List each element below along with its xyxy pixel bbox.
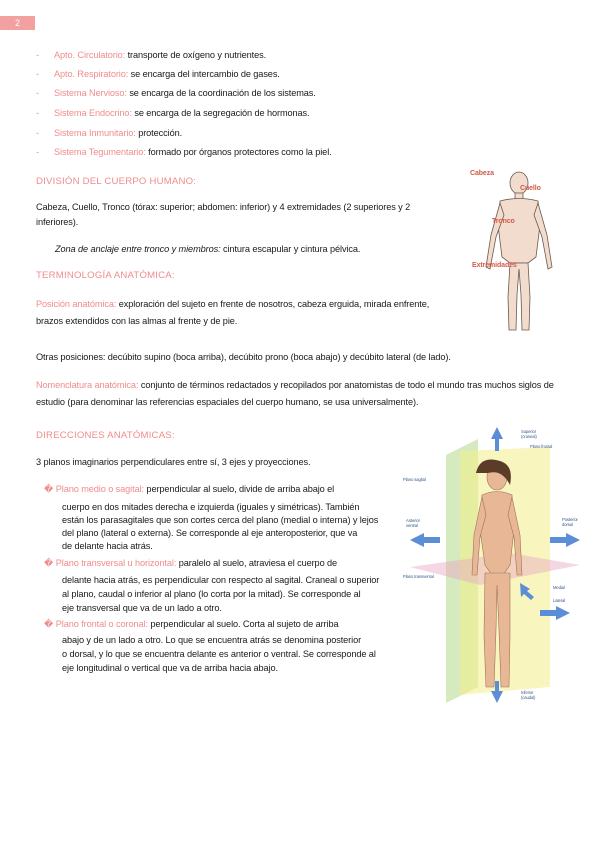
plano-transversal-line-1: � Plano transversal u horizontal: paralelo al suelo, atraviesa el cuerpo de: [44, 558, 338, 568]
plano-transversal-line-2: delante hacia atrás, es perpendicular con respecto al sagital. Craneal o superior: [62, 575, 380, 585]
plano-transversal-line-4: eje transversal que va de un lado a otro.: [62, 603, 222, 613]
section-heading-direcciones: DIRECCIONES ANATÓMICAS:: [36, 430, 175, 441]
direcciones-intro: 3 planos imaginarios perpendiculares entre sí, 3 ejes y proyecciones.: [36, 457, 311, 467]
label-plano-transversal: Plano transversal: [403, 574, 434, 579]
plano-sagital-line-1: � Plano medio o sagital: perpendicular al suelo, divide de arriba abajo el: [44, 484, 335, 494]
label-cuello: Cuello: [520, 185, 541, 192]
section-heading-division: DIVISIÓN DEL CUERPO HUMANO:: [36, 176, 197, 187]
plano-sagital-line-2: cuerpo en dos mitades derecha e izquierda (iguales y simétricas). También: [62, 502, 360, 512]
list-item: - Sistema Endocrino: se encarga de la segregación de hormonas.: [36, 108, 310, 118]
plano-frontal-line-3: o dorsal, y lo que se encuentra delante es anterior o ventral. Se corresponde al: [62, 649, 376, 659]
body-regions-figure: [464, 165, 574, 340]
label-plano-sagital: Plano sagital: [403, 477, 426, 482]
page-number: 2: [0, 16, 35, 30]
nomenclatura-line-2: estudio (para denominar las referencias espaciales del cuerpo humano, se usa universalmente).: [36, 397, 419, 407]
label-superior: Superior (craneal): [521, 429, 537, 439]
label-plano-frontal: Plano frontal: [530, 444, 553, 449]
label-medial: Medial: [553, 585, 565, 590]
plano-sagital-line-4: del plano (lateral o externa). Se corresponde al eje anteroposterior, que va: [62, 528, 358, 538]
list-item: - Apto. Respiratorio: se encarga del intercambio de gases.: [36, 69, 280, 79]
division-line-2: inferiores).: [36, 217, 79, 227]
label-inferior: Inferior (caudal): [521, 690, 536, 700]
plano-frontal-line-4: eje longitudinal o vertical que va de arriba hacia abajo.: [62, 663, 278, 673]
posicion-anatomica-line-2: brazos extendidos con las almas al frente y de pie.: [36, 316, 238, 326]
anatomical-planes-figure: [400, 425, 585, 705]
plano-sagital-line-5: de delante hacia atrás.: [62, 541, 153, 551]
list-item: - Sistema Nervioso: se encarga de la coordinación de los sistemas.: [36, 88, 316, 98]
label-cabeza: Cabeza: [470, 170, 494, 177]
plano-frontal-line-1: � Plano frontal o coronal: perpendicular al suelo. Corta al sujeto de arriba: [44, 619, 339, 629]
section-heading-terminologia: TERMINOLOGÍA ANATÓMICA:: [36, 270, 175, 281]
label-posterior: Posterior dorsal: [562, 517, 578, 527]
list-item: - Sistema Inmunitario: protección.: [36, 128, 183, 138]
list-item: - Sistema Tegumentario: formado por órganos protectores como la piel.: [36, 147, 332, 157]
zona-anclaje: Zona de anclaje entre tronco y miembros: cintura escapular y cintura pélvica.: [55, 244, 361, 254]
label-anterior: Anterior ventral: [406, 518, 420, 528]
plano-sagital-line-3: están los parasagitales que son cortes cerca del plano (medial o interna) y lejos: [62, 515, 379, 525]
nomenclatura-line-1: Nomenclatura anatómica: conjunto de términos redactados y recopilados por anatomistas de todo el mundo tras muchos siglos de: [36, 380, 554, 390]
label-lateral: Lateral: [553, 598, 566, 603]
posicion-anatomica-line-1: Posición anatómica: exploración del sujeto en frente de nosotros, cabeza erguida, mirada enfrente,: [36, 299, 430, 309]
otras-posiciones: Otras posiciones: decúbito supino (boca arriba), decúbito prono (boca abajo) y decúbito lateral (de lado).: [36, 352, 451, 362]
label-extremidades: Extremidades: [472, 262, 517, 269]
plano-transversal-line-3: al plano, caudal o inferior al plano (lo corta por la mitad). Se corresponde al: [62, 589, 361, 599]
list-item: - Apto. Circulatorio: transporte de oxígeno y nutrientes.: [36, 50, 267, 60]
label-tronco: Tronco: [492, 218, 515, 225]
division-line-1: Cabeza, Cuello, Tronco (tórax: superior; abdomen: inferior) y 4 extremidades (2 superiores y 2: [36, 202, 411, 212]
plano-frontal-line-2: abajo y de un lado a otro. Lo que se encuentra atrás se denomina posterior: [62, 635, 362, 645]
